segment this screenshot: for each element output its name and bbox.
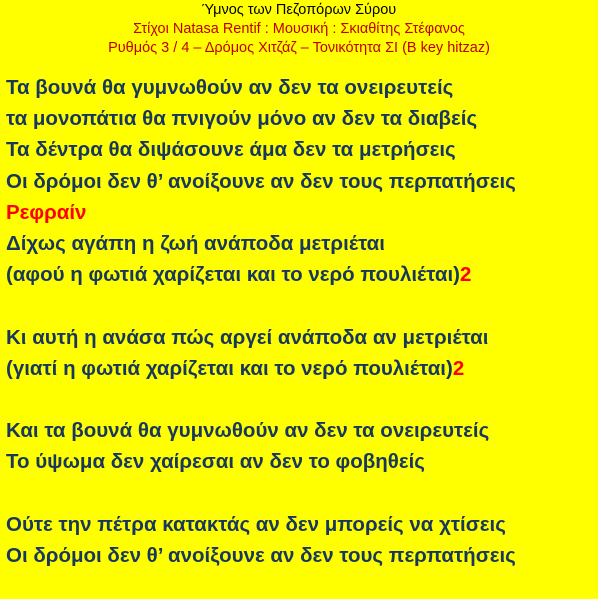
song-rhythm-info: Ρυθμός 3 / 4 – Δρόμος Χιτζάζ – Τονικότητα ΣΙ (B key hitzaz) [108, 40, 490, 56]
lyric-line: Το ύψωμα δεν χαίρεσαι αν δεν το φοβηθείς [6, 450, 425, 474]
lyric-line-with-repeat [6, 353, 598, 384]
lyric-line: Κι αυτή η ανάσα πώς αργεί ανάποδα αν μετριέται [6, 325, 489, 349]
refrain-label: Ρεφραίν [6, 200, 87, 224]
stanza-spacer [6, 290, 598, 321]
stanza-spacer [6, 477, 598, 508]
repeat-marker: 2 [460, 263, 472, 287]
song-credits: Στίχοι Natasa Rentif : Μουσική : Σκιαθίτης Στέφανος [133, 21, 465, 37]
lyric-line: Και τα βουνά θα γυμνωθούν αν δεν τα ονειρευτείς [6, 419, 490, 443]
lyric-line: Τα βουνά θα γυμνωθούν αν δεν τα ονειρευτείς [6, 76, 454, 99]
lyric-line: τα μονοπάτια θα πνιγούν μόνο αν δεν τα διαβείς [6, 107, 478, 131]
lyric-line-with-repeat [6, 259, 598, 290]
song-title: Ύμνος των Πεζοπόρων Σύρου [201, 2, 397, 18]
stanza-spacer [6, 384, 598, 415]
lyric-line: Οι δρόμοι δεν θ’ ανοίξουνε αν δεν τους περπατήσεις [6, 543, 516, 567]
lyric-line: Ούτε την πέτρα κατακτάς αν δεν μπορείς να χτίσεις [6, 512, 506, 536]
repeat-marker: 2 [452, 356, 465, 380]
lyric-line: Δίχως αγάπη η ζωή ανάποδα μετριέται [6, 231, 385, 255]
lyric-line: Τα δέντρα θα διψάσουνε άμα δεν τα μετρήσεις [6, 138, 456, 162]
lyric-line-text: (αφού η φωτιά χαρίζεται και το νερό πουλιέται) [6, 263, 460, 287]
lyrics-body [6, 72, 598, 571]
song-header [0, 0, 598, 58]
lyric-line-text: (γιατί η φωτιά χαρίζεται και το νερό πουλιέται) [6, 356, 453, 380]
lyric-line: Οι δρόμοι δεν θ’ ανοίξουνε αν δεν τους περπατήσεις [6, 169, 516, 193]
